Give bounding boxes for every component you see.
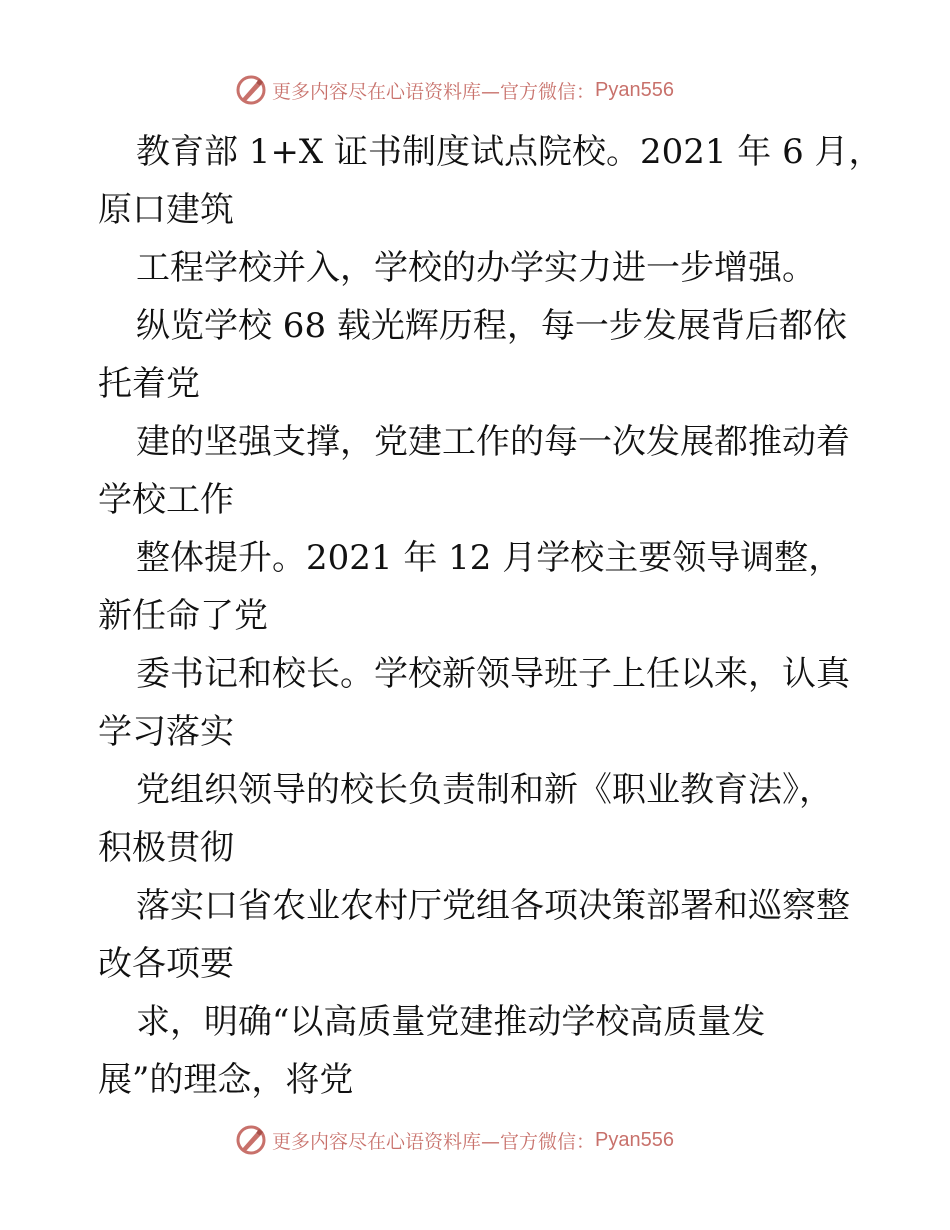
watermark-wechat-id: Pyan556	[595, 1128, 674, 1151]
footer-watermark	[234, 1122, 674, 1158]
text-line: 托着党	[98, 364, 200, 404]
text-line: 整体提升。2021 年 12 月学校主要领导调整，	[136, 538, 843, 578]
watermark-text: 更多内容尽在心语资料库—官方微信：	[272, 1130, 596, 1153]
header-watermark	[234, 72, 674, 108]
text-line: 学校工作	[98, 480, 234, 520]
text-line: 展”的理念，将党	[98, 1060, 354, 1100]
text-line: 建的坚强支撑，党建工作的每一次发展都推动着	[136, 422, 850, 462]
text-line: 积极贯彻	[98, 828, 234, 868]
text-line: 学习落实	[98, 712, 234, 752]
text-line: 纵览学校 68 载光辉历程，每一步发展背后都依	[136, 306, 847, 346]
text-line: 改各项要	[98, 944, 234, 984]
text-line: 工程学校并入，学校的办学实力进一步增强。	[136, 248, 816, 288]
watermark-text: 更多内容尽在心语资料库—官方微信：	[272, 80, 596, 103]
watermark-wechat-id: Pyan556	[595, 78, 674, 101]
text-line: 党组织领导的校长负责制和新《职业教育法》，	[136, 770, 833, 810]
text-line: 落实口省农业农村厅党组各项决策部署和巡察整	[136, 886, 850, 926]
text-line: 原口建筑	[98, 190, 234, 230]
document-body	[98, 123, 883, 1109]
pen-circle-logo-icon	[234, 73, 268, 107]
text-line: 新任命了党	[98, 596, 268, 636]
text-line: 委书记和校长。学校新领导班子上任以来，认真	[136, 654, 850, 694]
text-line: 求，明确“以高质量党建推动学校高质量发	[136, 1002, 766, 1042]
pen-circle-logo-icon	[234, 1123, 268, 1157]
text-line: 教育部 1+X 证书制度试点院校。2021 年 6 月，	[136, 132, 883, 172]
